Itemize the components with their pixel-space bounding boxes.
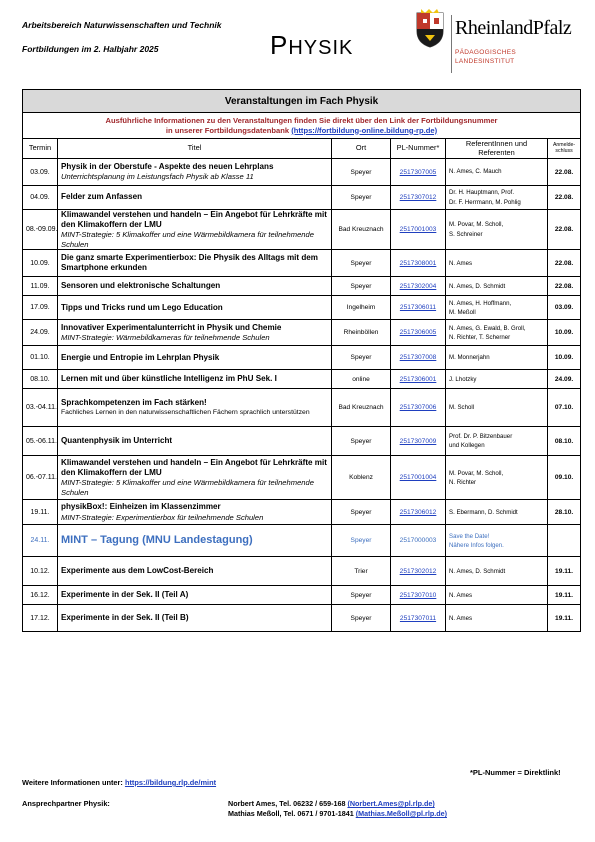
- registration-deadline: 22.08.: [554, 194, 574, 201]
- referent-line: und Kollegen: [449, 442, 485, 450]
- referent-line: N. Ames: [449, 259, 473, 267]
- registration-deadline: 19.11.: [555, 567, 574, 575]
- deadline-cell: [548, 277, 581, 296]
- pl-number-cell: [391, 500, 446, 525]
- table-row: [23, 456, 581, 500]
- location-cell: [332, 296, 391, 320]
- date-cell: [23, 250, 58, 277]
- col-header-anmeldeschluss: Anmelde-schluss: [548, 139, 581, 159]
- pl-number-cell: [391, 186, 446, 210]
- semester-label: Fortbildungen im 2. Halbjahr 2025: [22, 44, 159, 54]
- institute-logo: [415, 9, 580, 77]
- referent-line: N. Ames, G. Ewald, B. Groll,: [449, 324, 526, 332]
- more-info-label: Weitere Informationen unter:: [22, 778, 125, 787]
- location-cell: [332, 500, 391, 525]
- event-date: 05.-06.11.: [26, 437, 58, 445]
- event-location: Speyer: [350, 437, 372, 445]
- location-cell: [332, 427, 391, 456]
- event-date: 03.-04.11.: [26, 404, 58, 412]
- pl-number-link[interactable]: 2517307011: [399, 614, 437, 622]
- more-info: [22, 778, 216, 787]
- event-date: 16.12.: [30, 591, 50, 599]
- deadline-cell: [548, 250, 581, 277]
- deadline-cell: [548, 346, 581, 370]
- col-header-termin: Termin: [23, 139, 58, 159]
- referent-line: M. Povar, M. Scholl,: [449, 469, 504, 477]
- referent-line: S. Ebermann, D. Schmidt: [449, 508, 518, 516]
- title-cell: [58, 586, 332, 605]
- title-cell: [58, 250, 332, 277]
- event-date: 24.11.: [30, 537, 50, 545]
- registration-deadline: 22.08.: [554, 168, 574, 176]
- coat-of-arms-icon: [415, 9, 445, 49]
- referent-line: N. Richter: [449, 478, 477, 486]
- event-date: 08.10.: [30, 375, 50, 383]
- table-row: [23, 250, 581, 277]
- event-location: Trier: [354, 567, 368, 575]
- deadline-cell: [548, 586, 581, 605]
- title-cell: [58, 210, 332, 250]
- page-title: [270, 30, 353, 61]
- event-location: online: [352, 375, 370, 383]
- deadline-cell: [548, 389, 581, 427]
- col-header-pl: PL-Nummer*: [391, 139, 446, 159]
- referent-line: M. Scholl: [449, 404, 475, 412]
- pl-number-link[interactable]: 2517308001: [399, 259, 437, 267]
- contact-2-text: Mathias Meßoll, Tel. 0671 / 9701-1841: [228, 809, 356, 818]
- info-line-1: Ausführliche Informationen zu den Veranstaltungen finden Sie direkt über den Link der Fortbildungsnummer: [105, 116, 498, 126]
- deadline-cell: [548, 159, 581, 186]
- registration-deadline: 22.08.: [554, 226, 574, 234]
- location-cell: [332, 389, 391, 427]
- event-title: Experimente in der Sek. II (Teil A): [61, 590, 189, 600]
- title-cell: [58, 346, 332, 370]
- col-header-ort: Ort: [332, 139, 391, 159]
- date-cell: [23, 296, 58, 320]
- registration-deadline: 24.09.: [554, 375, 574, 383]
- logo-subtitle-1: PÄDAGOGISCHES: [455, 49, 516, 56]
- event-location: Bad Kreuznach: [338, 404, 384, 412]
- title-cell: [58, 320, 332, 346]
- title-cell: [58, 525, 332, 557]
- deadline-cell: [548, 210, 581, 250]
- title-cell: [58, 159, 332, 186]
- event-subtitle: MINT-Strategie: 5 Klimakoffer und eine Wärmebildkamera für teilnehmende Schulen: [61, 230, 314, 249]
- event-title: Physik in der Oberstufe - Aspekte des neuen Lehrplans: [61, 162, 274, 172]
- referents-cell: [446, 525, 548, 557]
- location-cell: [332, 456, 391, 500]
- referent-line: Dr. H. Hauptmann, Prof.: [449, 189, 515, 197]
- events-table: [22, 89, 581, 632]
- pl-number-cell: [391, 210, 446, 250]
- pl-number-cell: [391, 277, 446, 296]
- referent-line: S. Schreiner: [449, 230, 483, 238]
- title-cell: [58, 456, 332, 500]
- event-title: Sprachkompetenzen im Fach stärken!: [61, 398, 207, 408]
- registration-deadline: 08.10.: [554, 437, 574, 445]
- pl-number-link[interactable]: 2517306001: [399, 375, 437, 383]
- contact-1-text: Norbert Ames, Tel. 06232 / 659-168: [228, 799, 348, 808]
- database-link[interactable]: (https://fortbildung-online.bildung-rp.de): [291, 125, 438, 135]
- deadline-cell: [548, 186, 581, 210]
- registration-deadline: 22.08.: [554, 282, 574, 290]
- location-cell: [332, 250, 391, 277]
- pl-number-cell: [391, 320, 446, 346]
- pl-number-cell: [391, 250, 446, 277]
- pl-number-cell: [391, 557, 446, 586]
- date-cell: [23, 500, 58, 525]
- pl-number-cell: [391, 525, 446, 557]
- contact-2: [228, 809, 447, 818]
- date-cell: [23, 427, 58, 456]
- pl-number-cell: [391, 427, 446, 456]
- event-date: 17.12.: [30, 614, 50, 622]
- location-cell: [332, 525, 391, 557]
- registration-deadline: 10.09.: [554, 354, 574, 362]
- location-cell: [332, 210, 391, 250]
- pl-number-cell: [391, 605, 446, 632]
- table-row: [23, 557, 581, 586]
- date-cell: [23, 586, 58, 605]
- event-location: Speyer: [350, 259, 372, 267]
- pl-number-link[interactable]: 2517306012: [399, 508, 437, 516]
- location-cell: [332, 586, 391, 605]
- deadline-cell: [548, 320, 581, 346]
- date-cell: [23, 557, 58, 586]
- title-cell: [58, 296, 332, 320]
- event-subtitle: Unterrichtsplanung im Leistungsfach Physik ab Klasse 11: [61, 172, 254, 182]
- contact-1: [228, 799, 435, 808]
- title-cell: [58, 186, 332, 210]
- page-title-rest: HYSIK: [288, 37, 354, 59]
- event-date: 10.12.: [30, 567, 50, 575]
- page-title-initial: P: [270, 30, 289, 60]
- event-date: 06.-07.11.: [26, 474, 58, 482]
- referent-line: Dr. F. Herrmann, M. Pohlig: [449, 198, 521, 206]
- table-row: [23, 346, 581, 370]
- event-title: physikBox!: Einheizen im Klassenzimmer: [61, 502, 221, 512]
- deadline-cell: [548, 557, 581, 586]
- event-location: Rheinböllen: [343, 329, 379, 337]
- title-cell: [58, 557, 332, 586]
- pl-number-link[interactable]: 2517000003: [399, 537, 437, 545]
- event-location: Speyer: [350, 537, 372, 545]
- referents-cell: [446, 320, 548, 346]
- pl-number-link[interactable]: 2517307009: [399, 437, 437, 445]
- event-date: 04.09.: [30, 194, 50, 201]
- event-title: Die ganz smarte Experimentierbox: Die Physik des Alltags mit dem Smartphone erkunden: [61, 253, 318, 273]
- referent-line: N. Richter, T. Scherner: [449, 333, 511, 341]
- mint-link[interactable]: https://bildung.rlp.de/mint: [124, 778, 217, 787]
- registration-deadline: 19.11.: [555, 591, 574, 599]
- location-cell: [332, 605, 391, 632]
- location-cell: [332, 159, 391, 186]
- date-cell: [23, 277, 58, 296]
- date-cell: [23, 346, 58, 370]
- referents-cell: [446, 389, 548, 427]
- pl-number-link[interactable]: 2517307005: [399, 168, 437, 176]
- referents-cell: [446, 346, 548, 370]
- logo-wordmark: RheinlandPfalz: [455, 17, 572, 39]
- referent-line: M. Meßoll: [449, 308, 476, 316]
- table-row: [23, 370, 581, 389]
- pl-number-cell: [391, 346, 446, 370]
- table-row: [23, 500, 581, 525]
- table-row: [23, 586, 581, 605]
- deadline-cell: [548, 525, 581, 557]
- pl-number-cell: [391, 296, 446, 320]
- referents-cell: [446, 456, 548, 500]
- referent-line: Nähere Infos folgen.: [449, 541, 504, 549]
- referent-line: N. Ames, D. Schmidt: [449, 567, 506, 575]
- registration-deadline: 10.09.: [554, 329, 574, 337]
- pl-number-link[interactable]: 2517307010: [399, 591, 437, 599]
- pl-number-link[interactable]: 2517302004: [399, 282, 437, 290]
- referent-line: M. Monnerjahn: [449, 354, 490, 362]
- location-cell: [332, 557, 391, 586]
- info-line-2: in unserer Fortbildungsdatenbank: [165, 125, 292, 135]
- date-cell: [23, 370, 58, 389]
- event-date: 03.09.: [30, 168, 50, 176]
- event-date: 01.10.: [30, 354, 50, 362]
- contact-label: Ansprechpartner Physik:: [22, 799, 110, 808]
- table-row: [23, 210, 581, 250]
- event-subtitle: MINT-Strategie: Experimentierbox für teilnehmende Schulen: [61, 512, 264, 522]
- event-title: Experimente aus dem LowCost-Bereich: [61, 566, 214, 576]
- title-cell: [58, 370, 332, 389]
- pl-number-link[interactable]: 2517001004: [399, 474, 437, 482]
- location-cell: [332, 320, 391, 346]
- pl-number-cell: [391, 456, 446, 500]
- event-title: MINT – Tagung (MNU Landestagung): [61, 533, 253, 546]
- registration-deadline: 19.11.: [555, 614, 574, 622]
- event-location: Ingelheim: [346, 304, 376, 312]
- pl-number-cell: [391, 159, 446, 186]
- event-title: Innovativer Experimentalunterricht in Physik und Chemie: [61, 322, 282, 332]
- referent-line: N. Ames, C. Mauch: [449, 168, 502, 176]
- title-cell: [58, 389, 332, 427]
- table-row: [23, 277, 581, 296]
- event-location: Speyer: [350, 168, 372, 176]
- table-caption: Veranstaltungen im Fach Physik: [23, 90, 581, 113]
- table-row: [23, 296, 581, 320]
- department-label: Arbeitsbereich Naturwissenschaften und Technik: [22, 20, 222, 30]
- event-location: Speyer: [350, 194, 372, 201]
- referent-line: N. Ames, D. Schmidt: [449, 282, 506, 290]
- pl-number-link[interactable]: 2517306005: [399, 329, 437, 337]
- event-date: 10.09.: [30, 259, 50, 267]
- date-cell: [23, 159, 58, 186]
- location-cell: [332, 370, 391, 389]
- event-title: Tipps und Tricks rund um Lego Education: [61, 302, 223, 312]
- event-title: Quantenphysik im Unterricht: [61, 436, 173, 446]
- footnote: *PL-Nummer = Direktlink!: [470, 768, 561, 777]
- deadline-cell: [548, 370, 581, 389]
- registration-deadline: 03.09.: [554, 304, 574, 312]
- pl-number-cell: [391, 370, 446, 389]
- event-date: 17.09.: [30, 304, 50, 312]
- event-title: Felder zum Anfassen: [61, 192, 143, 202]
- referent-line: Save the Date!: [449, 532, 490, 540]
- event-date: 08.-09.09.: [26, 226, 58, 234]
- deadline-cell: [548, 427, 581, 456]
- date-cell: [23, 389, 58, 427]
- event-location: Speyer: [350, 508, 372, 516]
- registration-deadline: 28.10.: [554, 508, 574, 516]
- referents-cell: [446, 605, 548, 632]
- referents-cell: [446, 277, 548, 296]
- table-row: [23, 605, 581, 632]
- referents-cell: [446, 370, 548, 389]
- referent-line: N. Ames, H. Hoffmann,: [449, 299, 512, 307]
- logo-subtitle-2: LANDESINSTITUT: [455, 58, 515, 65]
- date-cell: [23, 186, 58, 210]
- referents-cell: [446, 500, 548, 525]
- event-location: Speyer: [350, 614, 372, 622]
- col-header-referenten: ReferentInnen und Referenten: [446, 139, 548, 159]
- referents-cell: [446, 586, 548, 605]
- event-location: Bad Kreuznach: [338, 226, 384, 234]
- table-row: [23, 389, 581, 427]
- table-row: [23, 159, 581, 186]
- title-cell: [58, 500, 332, 525]
- referents-cell: [446, 210, 548, 250]
- date-cell: [23, 210, 58, 250]
- referent-line: J. Lhotzky: [449, 375, 477, 383]
- event-title: Klimawandel verstehen und handeln – Ein Angebot für Lehrkräfte mit den Klimakoffern der LMU: [61, 210, 327, 230]
- deadline-cell: [548, 605, 581, 632]
- col-header-titel: Titel: [58, 139, 332, 159]
- location-cell: [332, 277, 391, 296]
- table-row: [23, 186, 581, 210]
- date-cell: [23, 605, 58, 632]
- date-cell: [23, 320, 58, 346]
- referents-cell: [446, 186, 548, 210]
- pl-number-link[interactable]: 2517306011: [399, 304, 437, 312]
- registration-deadline: 09.10.: [554, 474, 574, 482]
- event-title: Energie und Entropie im Lehrplan Physik: [61, 352, 220, 362]
- event-date: 24.09.: [30, 329, 50, 337]
- pl-number-link[interactable]: 2517001003: [399, 226, 437, 234]
- pl-number-cell: [391, 586, 446, 605]
- registration-deadline: 07.10.: [554, 404, 574, 412]
- table-info: [23, 113, 581, 139]
- event-title: Lernen mit und über künstliche Intelligenz im PhU Sek. I: [61, 374, 277, 384]
- title-cell: [58, 605, 332, 632]
- table-row: [23, 427, 581, 456]
- event-date: 11.09.: [30, 282, 50, 290]
- referent-line: N. Ames: [449, 614, 473, 622]
- event-title: Klimawandel verstehen und handeln – Ein Angebot für Lehrkräfte mit den Klimakoffern der LMU: [61, 458, 327, 478]
- registration-deadline: 22.08.: [554, 259, 574, 267]
- table-row: [23, 525, 581, 557]
- date-cell: [23, 525, 58, 557]
- pl-number-link[interactable]: 2517307006: [399, 404, 437, 412]
- referents-cell: [446, 427, 548, 456]
- referents-cell: [446, 557, 548, 586]
- location-cell: [332, 346, 391, 370]
- event-location: Speyer: [350, 591, 372, 599]
- logo-divider: [451, 15, 452, 73]
- contact-1-email-link[interactable]: (Norbert.Ames@pl.rlp.de): [347, 799, 435, 808]
- event-location: Speyer: [350, 354, 372, 362]
- deadline-cell: [548, 500, 581, 525]
- location-cell: [332, 186, 391, 210]
- contact-2-email-link[interactable]: (Mathias.Meßoll@pl.rlp.de): [355, 809, 447, 818]
- referents-cell: [446, 250, 548, 277]
- event-date: 19.11.: [30, 508, 50, 516]
- event-location: Koblenz: [349, 474, 373, 482]
- table-row: [23, 320, 581, 346]
- pl-number-link[interactable]: 2517307012: [399, 194, 437, 201]
- deadline-cell: [548, 296, 581, 320]
- event-subtitle: MINT-Strategie: 5 Klimakoffer und eine Wärmebildkamera für teilnehmende Schulen: [61, 478, 314, 497]
- referent-line: N. Ames: [449, 591, 473, 599]
- event-title: Sensoren und elektronische Schaltungen: [61, 281, 221, 291]
- event-subtitle: MINT-Strategie: Wärmebildkameras für teilnehmende Schulen: [61, 333, 270, 342]
- pl-number-link[interactable]: 2517302012: [399, 567, 437, 575]
- event-subtitle: Fachliches Lernen in den naturwissenschaftlichen Fächern sprachlich unterstützen: [61, 408, 310, 416]
- event-location: Speyer: [350, 282, 372, 290]
- title-cell: [58, 427, 332, 456]
- referent-line: M. Povar, M. Scholl,: [449, 221, 504, 229]
- referents-cell: [446, 159, 548, 186]
- title-cell: [58, 277, 332, 296]
- date-cell: [23, 456, 58, 500]
- event-title: Experimente in der Sek. II (Teil B): [61, 613, 189, 623]
- pl-number-cell: [391, 389, 446, 427]
- pl-number-link[interactable]: 2517307008: [399, 354, 437, 362]
- referents-cell: [446, 296, 548, 320]
- table-body: [23, 159, 581, 632]
- referent-line: Prof. Dr. P. Bitzenbauer: [449, 433, 513, 441]
- deadline-cell: [548, 456, 581, 500]
